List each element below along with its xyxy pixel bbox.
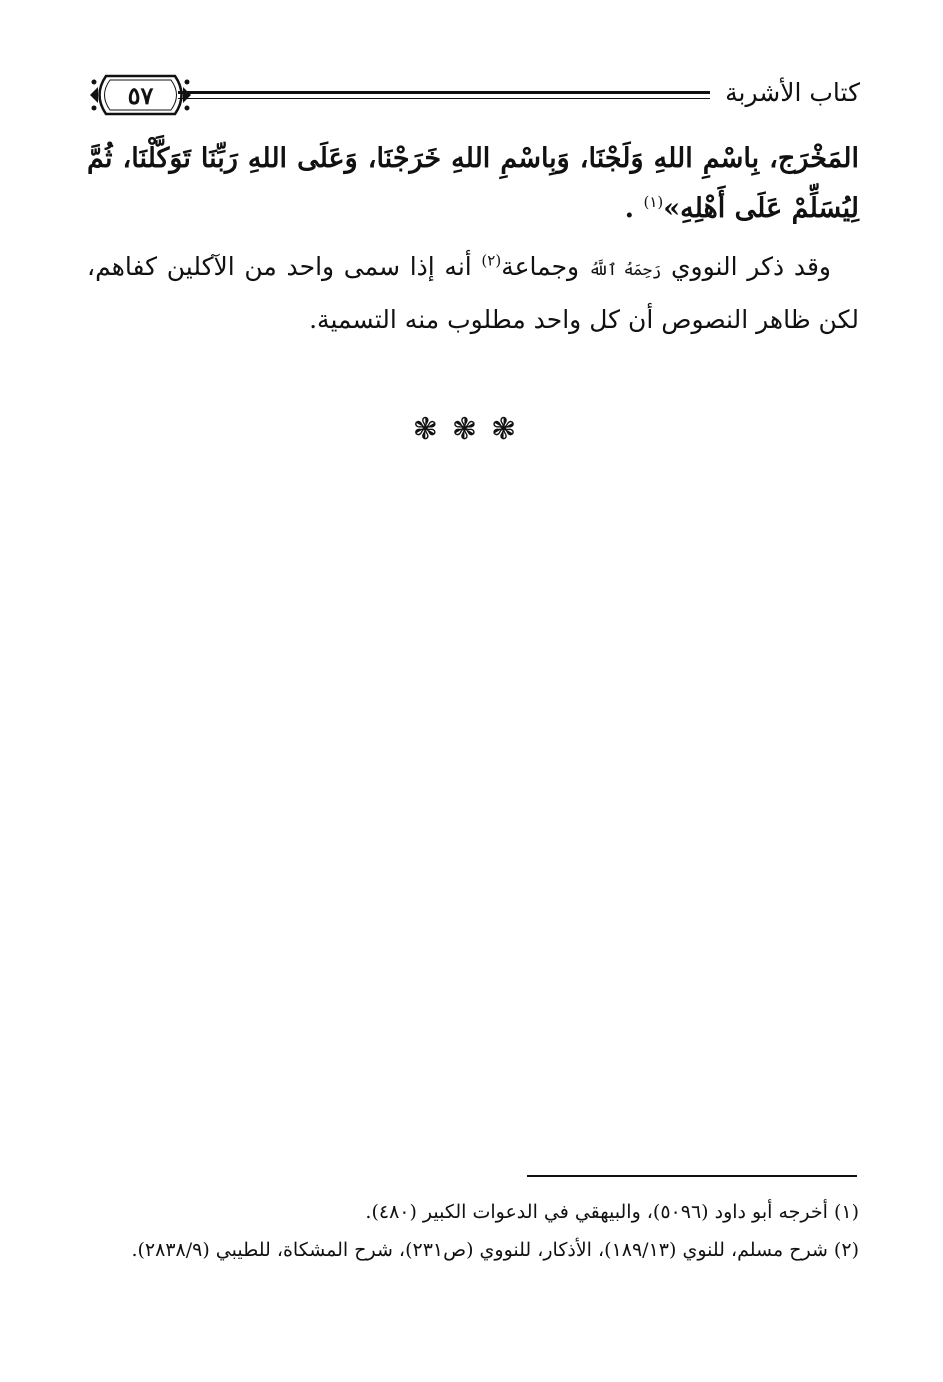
hadith-text xyxy=(87,134,859,234)
para-text-3: أنه إذا سمى واحد من الآكلين كفاهم، لكن ظاهر النصوص أن كل واحد مطلوب منه التسمية. xyxy=(87,252,859,334)
honorific-phrase: رَحِمَهُ ٱللَّهُ xyxy=(588,260,662,279)
para-text-2: وجماعة xyxy=(501,252,589,281)
footnote-ref-2: (٢) xyxy=(481,251,502,270)
commentary-paragraph xyxy=(87,242,859,345)
header-rule xyxy=(178,91,710,94)
footnote-2: (٢) شرح مسلم، للنوي (١٨٩/١٣)، الأذكار، للنووي (ص٢٣١)، شرح المشكاة، للطيبي (٢٨٣٨/٩). xyxy=(131,1239,859,1261)
hadith-end: . xyxy=(624,193,644,224)
footnote-rule xyxy=(527,1175,857,1177)
footnotes xyxy=(87,1193,859,1269)
header-rule-thin xyxy=(178,98,710,99)
footnote-ref-1: (١) xyxy=(643,193,664,211)
page-number-ornament xyxy=(88,72,193,118)
section-separator-stars: ❃❃❃ xyxy=(412,412,531,447)
running-title: كتاب الأشربة xyxy=(725,78,860,107)
page-header xyxy=(88,72,860,122)
para-text-1: وقد ذكر النووي xyxy=(661,252,831,281)
hadith-body: المَخْرَج، بِاسْمِ اللهِ وَلَجْنَا، وَبِاسْمِ اللهِ خَرَجْنَا، وَعَلَى اللهِ رَبِّنَا تَوَكَّلْنَا، ثُمَّ لِيُسَلِّمْ عَلَى أَهْلِهِ» xyxy=(87,143,859,224)
page-number: ٥٧ xyxy=(127,81,154,110)
footnote-1: (١) أخرجه أبو داود (٥٠٩٦)، والبيهقي في الدعوات الكبير (٤٨٠). xyxy=(365,1201,859,1223)
